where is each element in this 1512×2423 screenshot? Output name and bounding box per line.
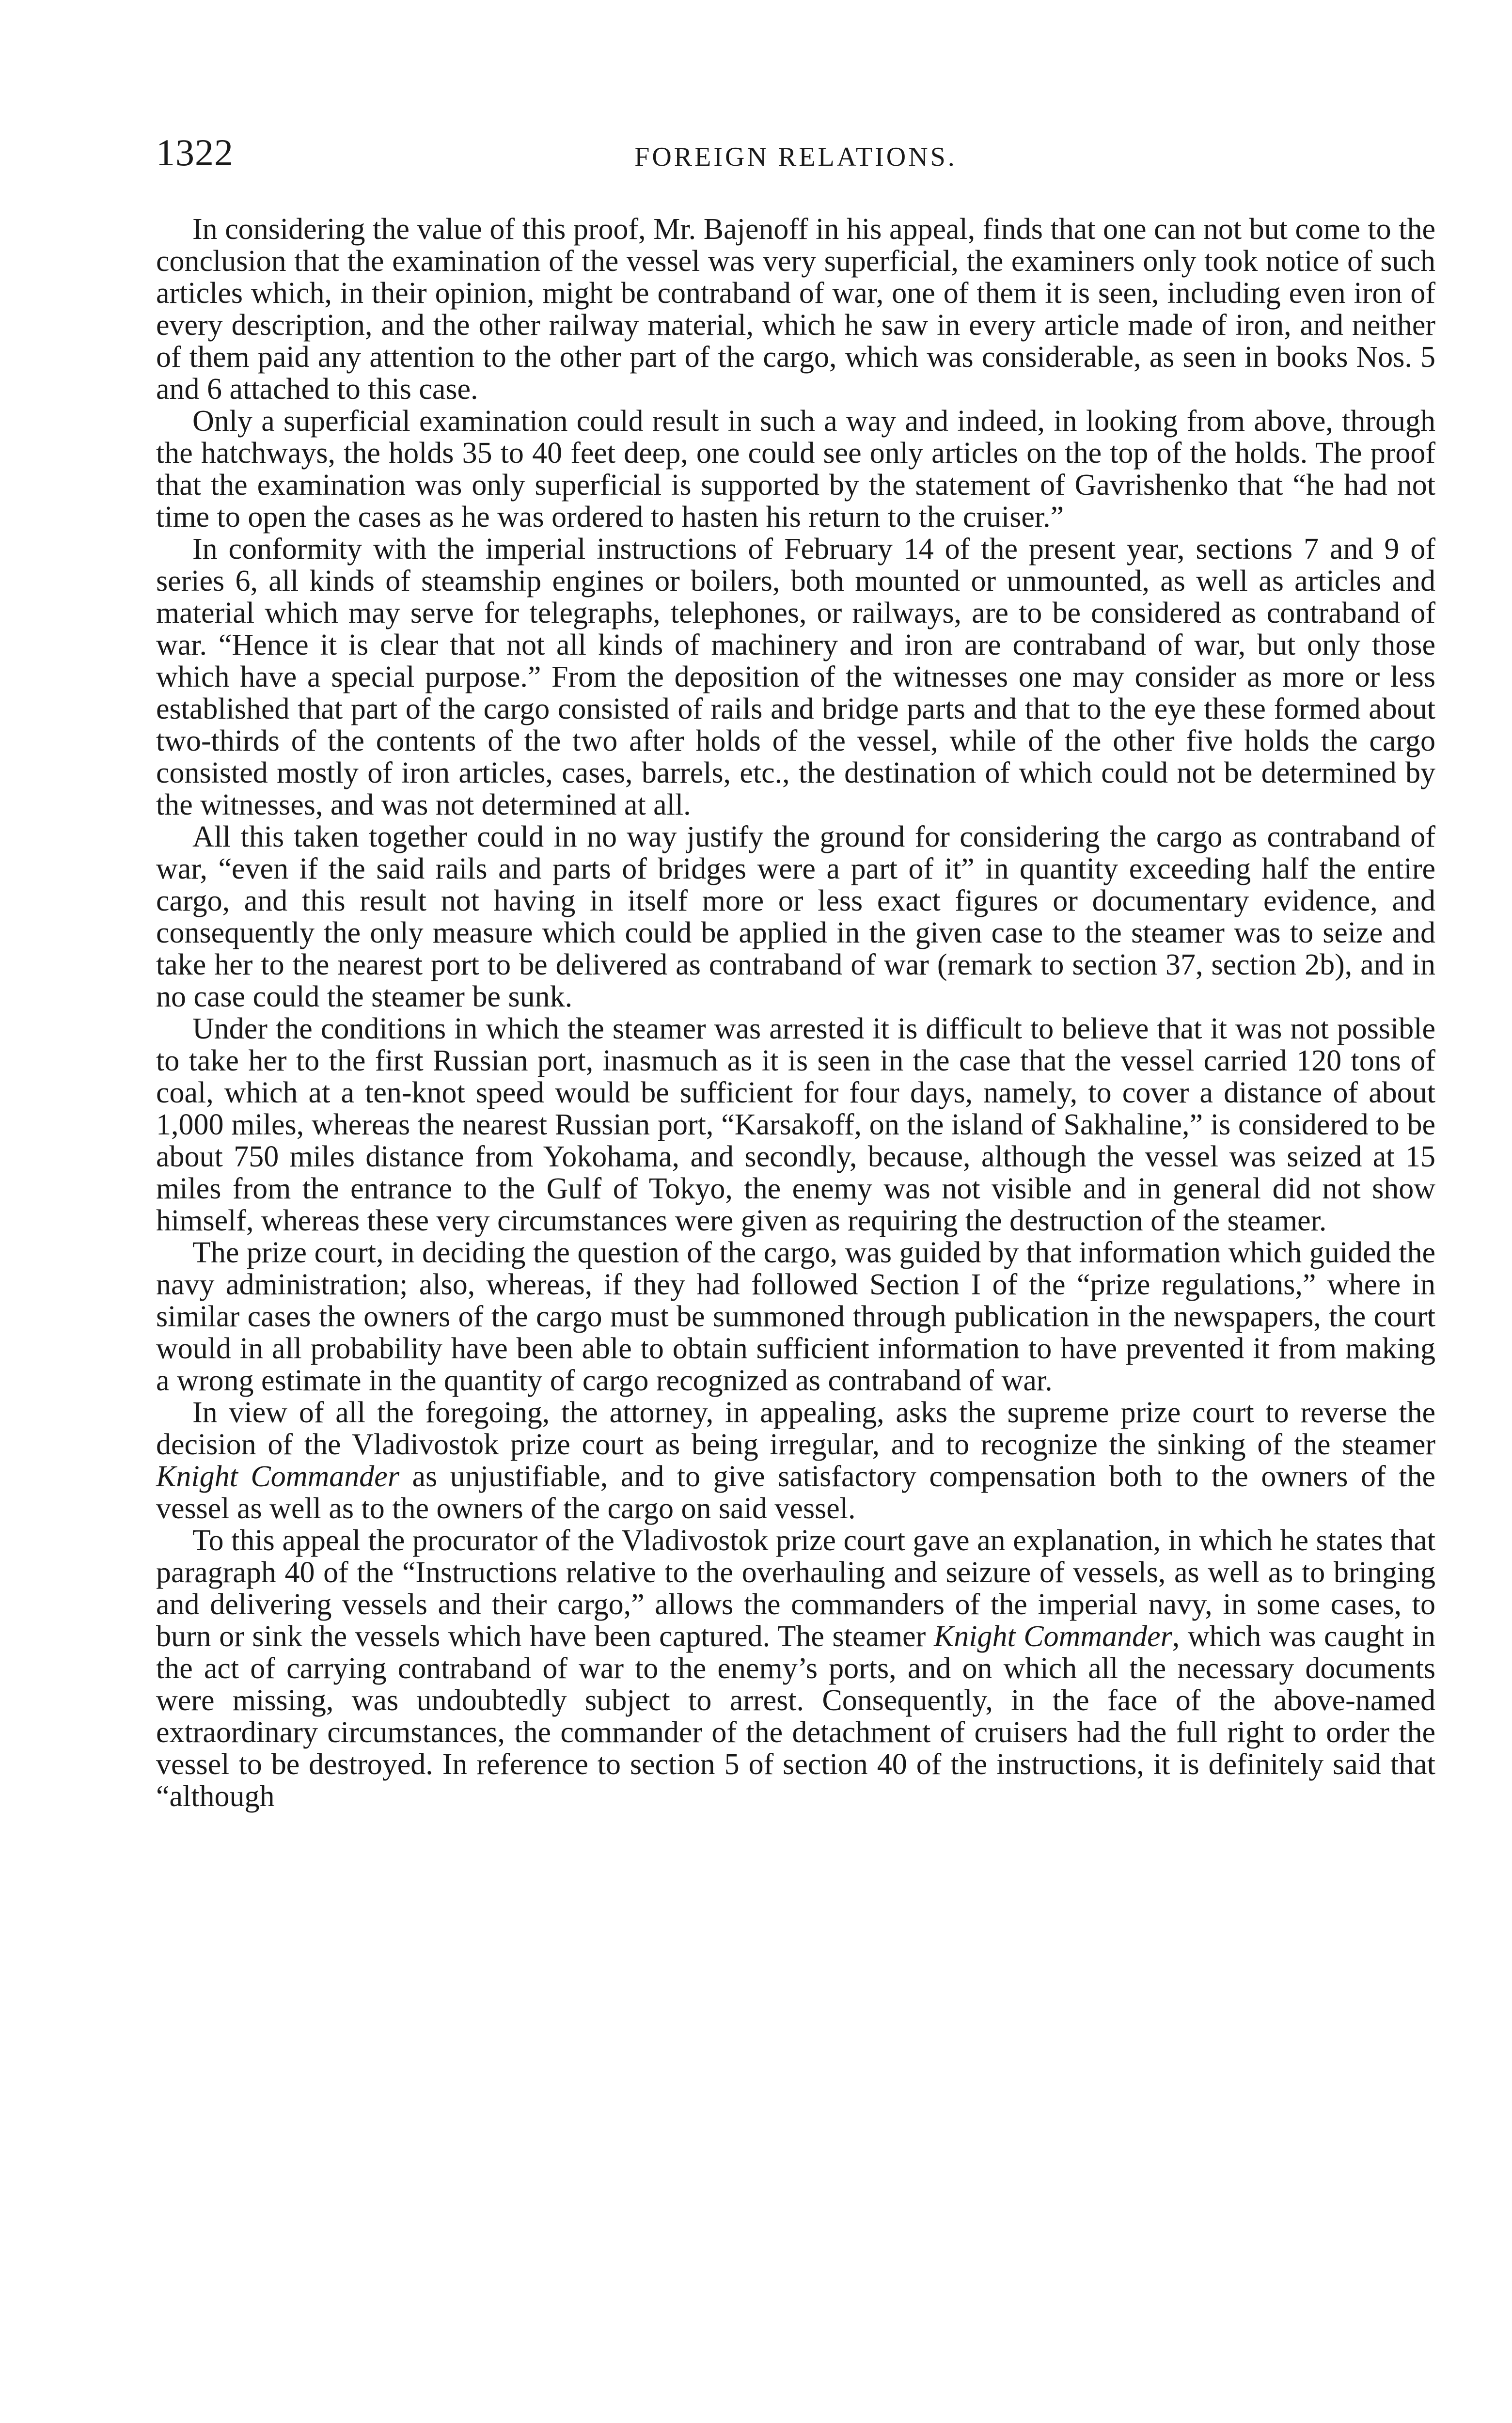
body-text <box>156 213 1435 1812</box>
paragraph-4: All this taken together could in no way justify the ground for considering the cargo as contraband of war, “even if the said rails and parts of bridges were a part of it” in quantity exceeding half the entire cargo, and this result not having in itself more or less exact figures or documentary evidence, and consequently the only measure which could be applied in the given case to the steamer was to seize and take her to the nearest port to be delivered as contraband of war (remark to section 37, section 2b), and in no case could the steamer be sunk. <box>156 820 1435 1013</box>
page-number: 1322 <box>156 131 234 173</box>
paragraph-1: In considering the value of this proof, Mr. Bajenoff in his appeal, finds that one can not but come to the conclusion that the examination of the vessel was very superficial, the examiners only took notice of such articles which, in their opinion, might be contraband of war, one of them it is seen, including even iron of every description, and the other railway material, which he saw in every article made of iron, and neither of them paid any attention to the other part of the cargo, which was considerable, as seen in books Nos. 5 and 6 attached to this case. <box>156 213 1435 406</box>
paragraph-7: In view of all the foregoing, the attorney, in appealing, asks the supreme prize court to reverse the decision of the Vladivostok prize court as being irregular, and to recognize the sinking of the steamer Knight Commander as unjustifiable, and to give satisfactory compensation both to the owners of the vessel as well as to the owners of the cargo on said vessel. <box>156 1396 1435 1525</box>
paragraph-2: Only a superficial examination could result in such a way and indeed, in looking from above, through the hatchways, the holds 35 to 40 feet deep, one could see only articles on the top of the holds. The proof that the examination was only superficial is supported by the statement of Gavrishenko that “he had not time to open the cases as he was ordered to hasten his return to the cruiser.” <box>156 405 1435 534</box>
ship-name: Knight Commander <box>933 1620 1172 1653</box>
paragraph-8: To this appeal the procurator of the Vladivostok prize court gave an explanation, in which he states that paragraph 40 of the “Instructions relative to the overhauling and seizure of vessels, as well as to bringing and delivering vessels and their cargo,” allows the commanders of the imperial navy, in some cases, to burn or sink the vessels which have been captured. The steamer Knight Commander, which was caught in the act of carrying contraband of war to the enemy’s ports, and on which all the necessary documents were missing, was undoubtedly subject to arrest. Consequently, in the face of the above-named extraordinary circumstances, the commander of the detachment of cruisers had the full right to order the vessel to be destroyed. In reference to section 5 of section 40 of the instructions, it is definitely said that “although <box>156 1524 1435 1813</box>
running-head: FOREIGN RELATIONS. <box>634 142 957 172</box>
paragraph-6: The prize court, in deciding the question of the cargo, was guided by that information which guided the navy administration; also, whereas, if they had followed Section I of the “prize regulations,” where in similar cases the owners of the cargo must be summoned through publication in the newspapers, the court would in all probability have been able to obtain sufficient information to have prevented it from making a wrong estimate in the quantity of cargo recognized as contraband of war. <box>156 1236 1435 1397</box>
paragraph-5: Under the conditions in which the steamer was arrested it is difficult to believe that it was not possible to take her to the first Russian port, inasmuch as it is seen in the case that the vessel carried 120 tons of coal, which at a ten-knot speed would be sufficient for four days, namely, to cover a distance of about 1,000 miles, whereas the nearest Russian port, “Karsakoff, on the island of Sakhaline,” is considered to be about 750 miles distance from Yokohama, and secondly, because, although the vessel was seized at 15 miles from the entrance to the Gulf of Tokyo, the enemy was not visible and in general did not show himself, whereas these very circumstances were given as requiring the destruction of the steamer. <box>156 1012 1435 1237</box>
paragraph-3: In conformity with the imperial instructions of February 14 of the present year, sections 7 and 9 of series 6, all kinds of steamship engines or boilers, both mounted or unmounted, as well as articles and material which may serve for telegraphs, telephones, or railways, are to be considered as contraband of war. “Hence it is clear that not all kinds of machinery and iron are contraband of war, but only those which have a special purpose.” From the deposition of the witnesses one may consider as more or less established that part of the cargo consisted of rails and bridge parts and that to the eye these formed about two-thirds of the contents of the two after holds of the vessel, while of the other five holds the cargo consisted mostly of iron articles, cases, barrels, etc., the destination of which could not be determined by the witnesses, and was not determined at all. <box>156 533 1435 821</box>
page-header <box>156 131 1435 184</box>
ship-name: Knight Commander <box>156 1460 399 1493</box>
